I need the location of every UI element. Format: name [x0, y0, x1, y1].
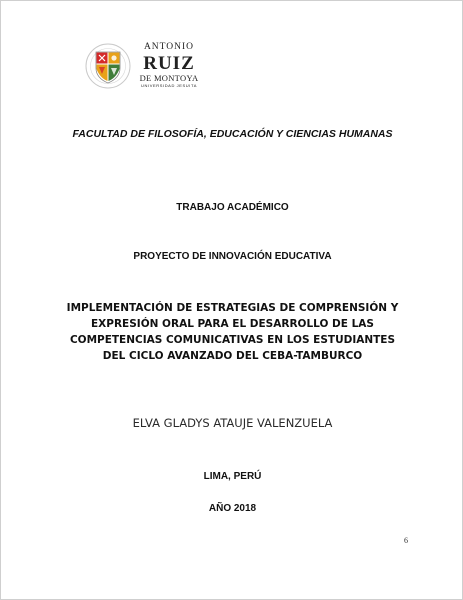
university-shield-icon — [85, 43, 131, 89]
year: AÑO 2018 — [208, 503, 257, 514]
logo-line-antonio: ANTONIO — [143, 42, 195, 52]
logo-line-ruiz: RUIZ — [143, 52, 195, 74]
logo-line-universidad-jesuita: UNIVERSIDAD JESUITA — [141, 83, 197, 88]
page-number: 6 — [404, 536, 408, 545]
title-line: DEL CICLO AVANZADO DEL CEBA-TAMBURCO — [102, 350, 363, 362]
university-wordmark — [134, 43, 204, 89]
work-type: TRABAJO ACADÉMICO — [176, 202, 289, 213]
document-title — [1, 300, 463, 364]
logo-line-de-montoya: DE MONTOYA — [139, 72, 199, 83]
title-line: COMPETENCIAS COMUNICATIVAS EN LOS ESTUDIANTES — [69, 334, 396, 346]
university-logo — [85, 43, 197, 91]
author-name: ELVA GLADYS ATAUJE VALENZUELA — [132, 416, 333, 430]
place: LIMA, PERÚ — [203, 471, 262, 482]
title-line: EXPRESIÓN ORAL PARA EL DESARROLLO DE LAS — [91, 318, 374, 330]
title-line: IMPLEMENTACIÓN DE ESTRATEGIAS DE COMPRENSIÓN Y — [66, 302, 399, 314]
faculty-name: FACULTAD DE FILOSOFÍA, EDUCACIÓN Y CIENCIAS HUMANAS — [72, 128, 393, 140]
project-type: PROYECTO DE INNOVACIÓN EDUCATIVA — [133, 251, 332, 262]
